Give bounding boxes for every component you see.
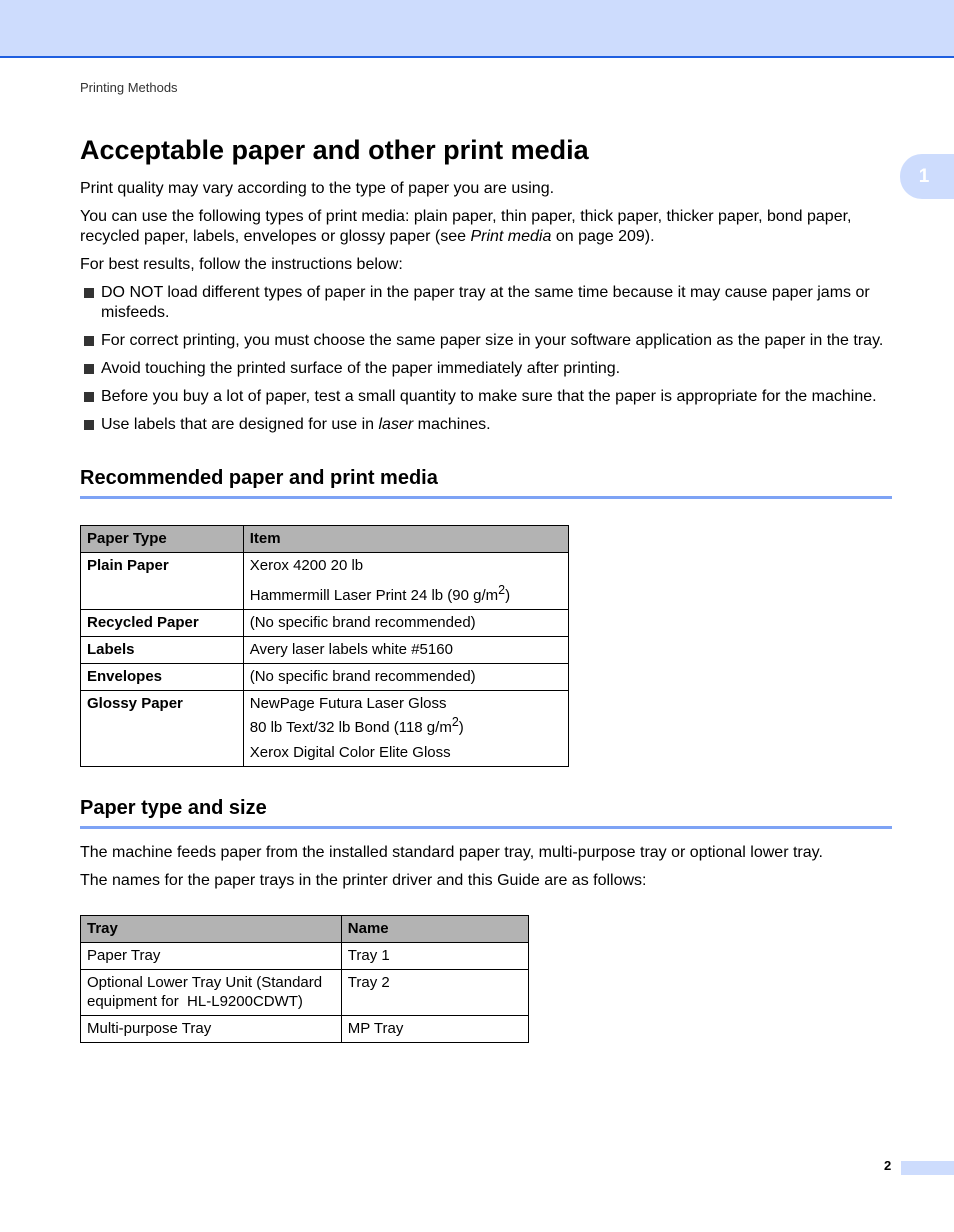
- paper-type-cell: Plain Paper: [81, 553, 244, 610]
- instruction-list: [80, 283, 892, 435]
- item-cell: [243, 553, 568, 610]
- running-header: Printing Methods: [80, 80, 178, 95]
- list-item: [80, 283, 892, 323]
- chapter-tab: [900, 154, 954, 199]
- item-line: NewPage Futura Laser Gloss: [249, 695, 447, 712]
- tray-line: equipment for HL-L9200CDWT): [87, 993, 303, 1010]
- item-text: Hammermill Laser Print 24 lb (90 g/m: [249, 587, 499, 604]
- page-content: [80, 128, 892, 1043]
- table-row: [81, 943, 529, 970]
- table-row: [81, 664, 569, 691]
- paper-type-cell: Labels: [81, 637, 244, 664]
- square-bullet-icon: [84, 364, 94, 374]
- intro2-text-a: You can use the following types of print media: plain paper, thin paper, thick paper, thicker paper, bond paper, recycled paper, labels, envelopes or glossy paper (see: [80, 208, 852, 245]
- item-cell: Avery laser labels white #5160: [243, 637, 568, 664]
- footer-bar: [901, 1161, 954, 1175]
- item-text-end: ): [505, 587, 511, 604]
- chapter-number: 1: [918, 165, 930, 187]
- top-header-band: [0, 0, 954, 58]
- table-row: [81, 553, 569, 610]
- tray-line: Optional Lower Tray Unit (Standard: [87, 974, 323, 991]
- square-bullet-icon: [84, 420, 94, 430]
- table-row: [81, 637, 569, 664]
- item-cell: (No specific brand recommended): [243, 664, 568, 691]
- list-item: [80, 387, 892, 407]
- square-bullet-icon: [84, 336, 94, 346]
- item-text: 80 lb Text/32 lb Bond (118 g/m: [249, 719, 452, 736]
- bullet5-emphasis: laser: [378, 416, 414, 433]
- list-item-text: Avoid touching the printed surface of the paper immediately after printing.: [101, 360, 621, 377]
- item-line: [250, 713, 562, 737]
- bullet5-text-a: Use labels that are designed for use in: [101, 416, 379, 433]
- item-cell: (No specific brand recommended): [243, 610, 568, 637]
- item-cell: [243, 691, 568, 767]
- name-cell: Tray 2: [341, 970, 528, 1016]
- square-bullet-icon: [84, 288, 94, 298]
- table-header-row: [81, 916, 529, 943]
- table-row: [81, 610, 569, 637]
- column-header: Name: [341, 916, 528, 943]
- bullet5-text-b: machines.: [413, 416, 491, 433]
- column-header: Paper Type: [81, 526, 244, 553]
- list-item: [80, 359, 892, 379]
- superscript: 2: [451, 715, 459, 729]
- tray-cell: [81, 970, 342, 1016]
- name-cell: MP Tray: [341, 1016, 528, 1043]
- list-item-text: For correct printing, you must choose the same paper size in your software application as the paper in the tray.: [101, 332, 884, 349]
- recommended-paper-table: [80, 525, 569, 767]
- print-media-link[interactable]: Print media: [470, 228, 552, 245]
- paper-tray-paragraph-1: The machine feeds paper from the installed standard paper tray, multi-purpose tray or optional lower tray.: [80, 844, 823, 861]
- column-header: Tray: [81, 916, 342, 943]
- paper-type-cell: Recycled Paper: [81, 610, 244, 637]
- table-row: [81, 691, 569, 767]
- list-item: [80, 415, 892, 435]
- item-line: Xerox Digital Color Elite Gloss: [249, 744, 451, 761]
- table-row: [81, 1016, 529, 1043]
- intro-paragraph-3: For best results, follow the instructions below:: [80, 256, 403, 273]
- item-line: Xerox 4200 20 lb: [249, 557, 364, 574]
- list-item-text: DO NOT load different types of paper in the paper tray at the same time because it may cause paper jams or misfeeds.: [101, 284, 870, 321]
- intro2-text-b: on page 209).: [551, 228, 655, 245]
- tray-cell: Paper Tray: [81, 943, 342, 970]
- name-cell: Tray 1: [341, 943, 528, 970]
- column-header: Item: [243, 526, 568, 553]
- tray-cell: Multi-purpose Tray: [81, 1016, 342, 1043]
- intro-paragraph-1: Print quality may vary according to the type of paper you are using.: [80, 180, 555, 197]
- tray-names-table: [80, 915, 529, 1043]
- section-heading-recommended: Recommended paper and print media: [80, 465, 892, 499]
- intro-paragraph-2: [80, 207, 892, 247]
- page-title: Acceptable paper and other print media: [80, 135, 589, 165]
- item-text-end: ): [458, 719, 464, 736]
- list-item-text: Before you buy a lot of paper, test a small quantity to make sure that the paper is appropriate for the machine.: [101, 388, 877, 405]
- list-item: [80, 331, 892, 351]
- table-row: [81, 970, 529, 1016]
- page-number: 2: [884, 1158, 892, 1173]
- square-bullet-icon: [84, 392, 94, 402]
- paper-type-cell: Glossy Paper: [81, 691, 244, 767]
- table-header-row: [81, 526, 569, 553]
- paper-tray-paragraph-2: The names for the paper trays in the printer driver and this Guide are as follows:: [80, 872, 647, 889]
- item-line: [250, 581, 562, 605]
- superscript: 2: [498, 583, 506, 597]
- section-heading-paper-type-size: Paper type and size: [80, 795, 892, 829]
- paper-type-cell: Envelopes: [81, 664, 244, 691]
